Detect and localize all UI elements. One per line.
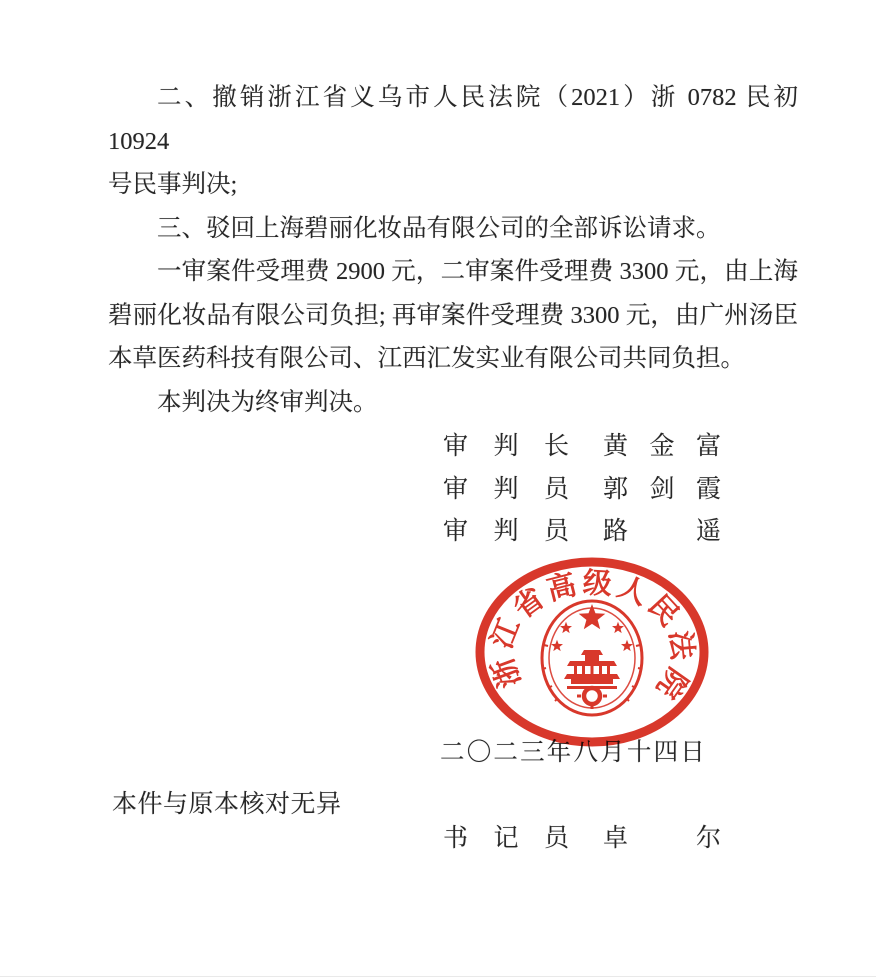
judge-signature-block [443, 426, 721, 554]
judgment-line: 二、撤销浙江省义乌市人民法院（2021）浙 0782 民初 10924 [108, 84, 798, 155]
judge-name: 黄金富 [603, 433, 721, 460]
judgment-body [108, 76, 798, 424]
clerk-signature-block [443, 818, 721, 861]
judge-row [443, 469, 721, 512]
judgment-line: 号民事判决; [108, 171, 238, 198]
judgment-line: 本判决为终审判决。 [157, 388, 378, 416]
judge-role: 审判长 [443, 433, 569, 460]
clerk-role: 书记员 [443, 825, 569, 852]
judgment-date: 二〇二三年八月十四日 [440, 739, 707, 766]
judge-role: 审判员 [443, 518, 569, 545]
judge-name: 郭剑霞 [603, 475, 721, 503]
judgment-line: 碧丽化妆品有限公司负担; 再审案件受理费 3300 元，由广州汤臣 [108, 301, 798, 329]
clerk-name: 卓尔 [603, 825, 721, 852]
national-emblem-icon [542, 601, 642, 715]
tiananmen-gate-icon [564, 650, 620, 689]
court-seal [474, 556, 710, 748]
clerk-row [443, 818, 721, 861]
seal-text: 浙江省高级人民法院 [485, 567, 699, 708]
judge-name: 路遥 [603, 518, 721, 545]
judge-row [443, 511, 721, 554]
judgment-line: 一审案件受理费 2900 元，二审案件受理费 3300 元，由上海 [157, 258, 798, 285]
presiding-judge-row [443, 426, 721, 469]
court-seal-graphic [474, 556, 710, 748]
judgment-line: 三、驳回上海碧丽化妆品有限公司的全部诉讼请求。 [157, 214, 721, 242]
verification-note: 本件与原本核对无异 [112, 791, 342, 818]
judge-role: 审判员 [443, 475, 569, 503]
judgment-line: 本草医药科技有限公司、江西汇发实业有限公司共同负担。 [108, 345, 745, 372]
